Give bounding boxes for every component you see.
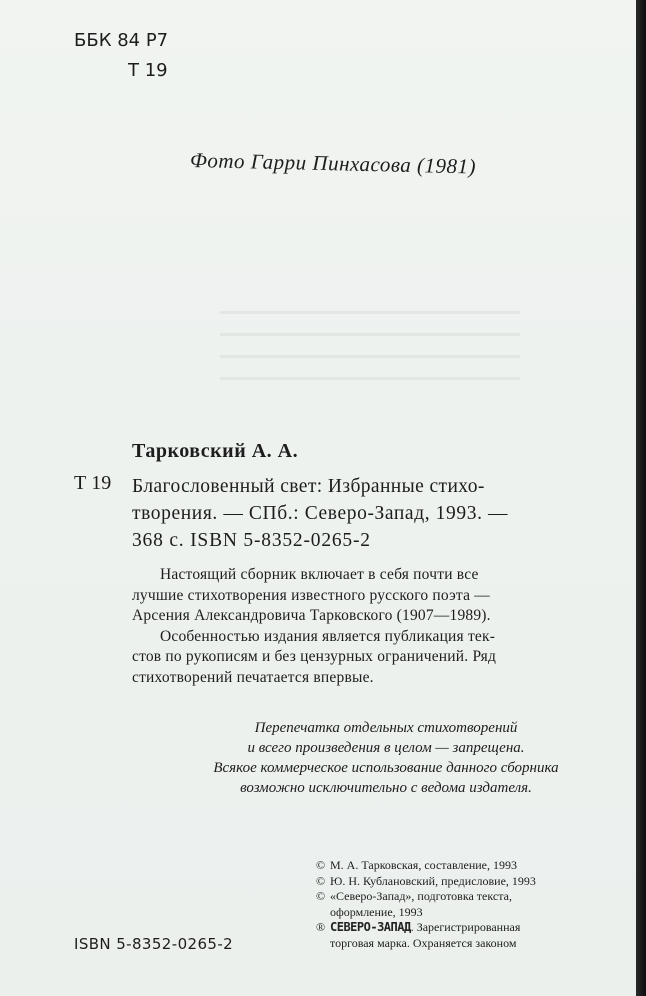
notice-line: и всего произведения в целом — запрещена. (247, 740, 525, 756)
annotation (132, 565, 632, 688)
trademark-line: ® СЕВЕРО-ЗАПАД. Зарегистрированная (316, 920, 521, 934)
annotation-line: стихотворений печатается впервые. (132, 668, 374, 686)
trademark-line-continuation: торговая марка. Охраняется законом (330, 935, 517, 950)
copyright-icon: © (316, 858, 326, 872)
copyright-block (316, 858, 631, 951)
copyright-line: © М. А. Тарковская, составление, 1993 (316, 858, 517, 872)
notice-line: возможно исключительно с ведома издателя. (240, 780, 532, 796)
catalog-author: Тарковский А. А. (132, 440, 299, 462)
book-spine-shadow (636, 0, 646, 996)
copyright-line: © Ю. Н. Кублановский, предисловие, 1993 (316, 873, 536, 888)
isbn: ISBN 5-8352-0265-2 (74, 935, 234, 953)
catalog-description-line: Благословенный свет: Избранные стихо- (132, 476, 485, 497)
photo-credit: Фото Гарри Пинхасова (1981) (189, 148, 477, 179)
annotation-line: Особенностью издания является публикация тек- (160, 627, 496, 645)
bbk-classification: ББК 84 Р7 (74, 30, 169, 51)
annotation-line: Настоящий сборник включает в себя почти все (160, 566, 479, 583)
bleed-through-shadow (220, 300, 520, 380)
catalog-description-line: 368 с. ISBN 5-8352-0265-2 (132, 530, 371, 551)
catalog-description (132, 473, 632, 554)
notice-line: Перепечатка отдельных стихотворений (254, 720, 518, 736)
annotation-line: лучшие стихотворения известного русского поэта — (132, 586, 490, 604)
catalog-author-mark: Т 19 (74, 472, 112, 494)
reprint-notice (146, 718, 626, 798)
author-mark: Т 19 (128, 60, 168, 81)
annotation-line: стов по рукописям и без цензурных ограничений. Ряд (132, 648, 497, 665)
copyright-icon: © (316, 889, 326, 903)
catalog-description-line: творения. — СПб.: Северо-Запад, 1993. — (132, 503, 509, 524)
registered-icon: ® (316, 920, 326, 934)
copyright-line: © «Северо-Запад», подготовка текста, (316, 889, 512, 903)
copyright-line-continuation: оформление, 1993 (330, 904, 423, 919)
copyright-icon: © (316, 873, 326, 888)
notice-line: Всякое коммерческое использование данного сборника (213, 760, 559, 776)
annotation-line: Арсения Александровича Тарковского (1907—1989). (132, 607, 491, 624)
publisher-logo: СЕВЕРО-ЗАПАД (330, 920, 411, 934)
